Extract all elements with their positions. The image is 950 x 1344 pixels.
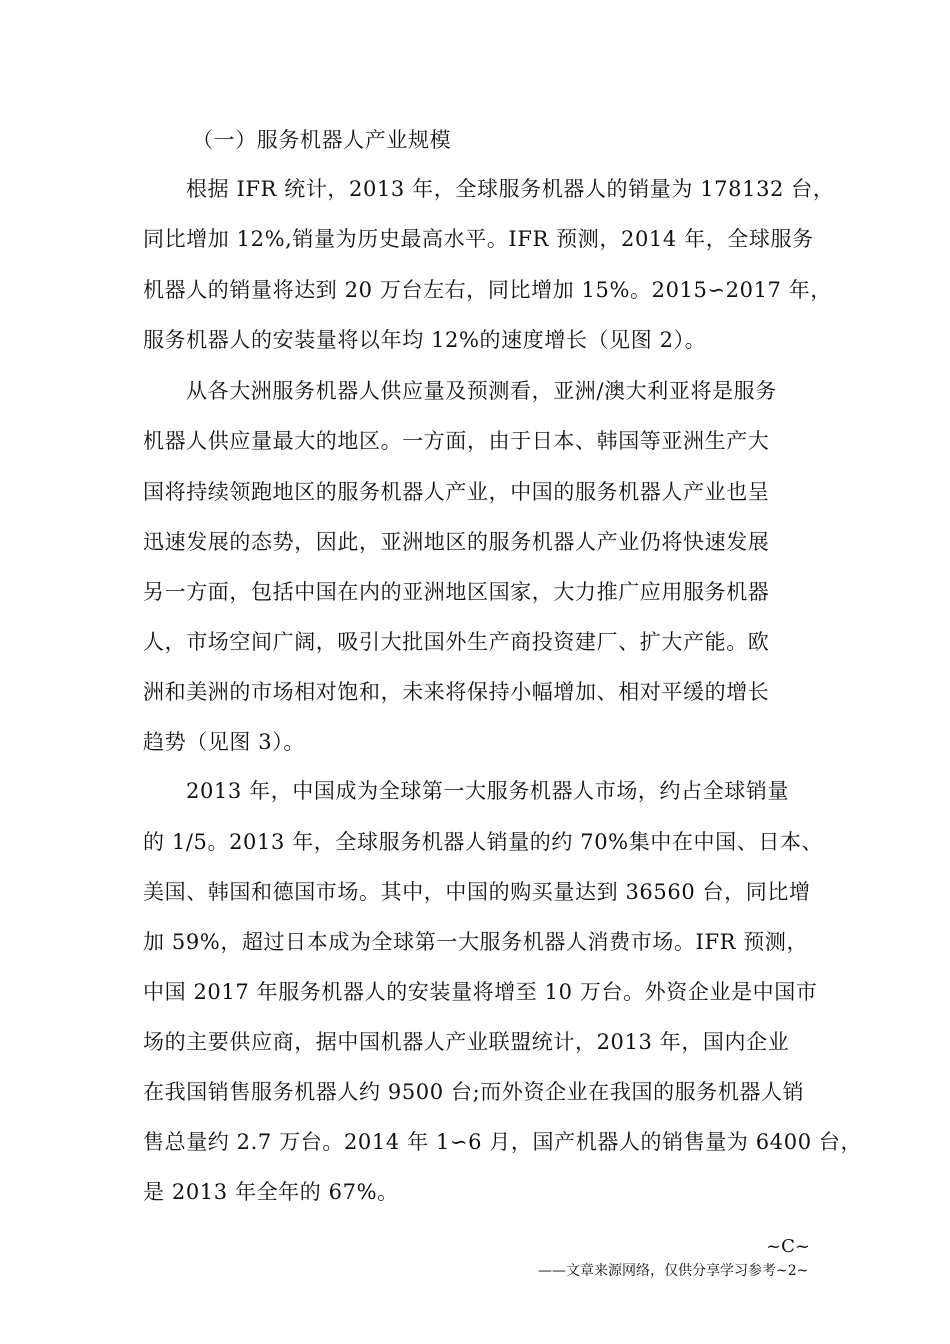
section-heading: （一）服务机器人产业规模	[192, 128, 452, 152]
paragraph-line: 加 59%，超过日本成为全球第一大服务机器人消费市场。IFR 预测，	[143, 930, 809, 954]
paragraph-line: 售总量约 2.7 万台。2014 年 1∽6 月，国产机器人的销售量为 6400 台，	[143, 1130, 863, 1154]
paragraph-line: 洲和美洲的市场相对饱和，未来将保持小幅增加、相对平缓的增长	[143, 680, 770, 704]
paragraph-line: 国将持续领跑地区的服务机器人产业，中国的服务机器人产业也呈	[143, 480, 770, 504]
paragraph-line: 中国 2017 年服务机器人的安装量将增至 10 万台。外资企业是中国市	[143, 980, 818, 1004]
paragraph-line: 同比增加 12%,销量为历史最高水平。IFR 预测，2014 年，全球服务	[143, 227, 814, 251]
paragraph-line: 从各大洲服务机器人供应量及预测看，亚洲/澳大利亚将是服务	[186, 379, 777, 403]
paragraph-line: 在我国销售服务机器人约 9500 台;而外资企业在我国的服务机器人销	[143, 1080, 805, 1104]
paragraph-line: 是 2013 年全年的 67%。	[143, 1180, 399, 1204]
paragraph-line: 机器人供应量最大的地区。一方面，由于日本、韩国等亚洲生产大	[143, 429, 770, 453]
paragraph-line: 另一方面，包括中国在内的亚洲地区国家，大力推广应用服务机器	[143, 580, 770, 604]
paragraph-line: 场的主要供应商，据中国机器人产业联盟统计，2013 年，国内企业	[143, 1030, 790, 1054]
paragraph-line: 机器人的销量将达到 20 万台左右，同比增加 15%。2015∽2017 年，	[143, 278, 832, 302]
paragraph-line: 迅速发展的态势，因此，亚洲地区的服务机器人产业仍将快速发展	[143, 530, 770, 554]
paragraph-line: 2013 年，中国成为全球第一大服务机器人市场，约占全球销量	[186, 779, 790, 803]
paragraph-line: 根据 IFR 统计，2013 年，全球服务机器人的销量为 178132 台，	[186, 177, 835, 201]
paragraph-line: 服务机器人的安装量将以年均 12%的速度增长（见图 2）。	[143, 328, 707, 352]
footer-page-mark: ~C~	[766, 1236, 810, 1257]
paragraph-line: 人，市场空间广阔，吸引大批国外生产商投资建厂、扩大产能。欧	[143, 630, 770, 654]
paragraph-line: 的 1/5。2013 年，全球服务机器人销量的约 70%集中在中国、日本、	[143, 830, 824, 854]
paragraph-line: 趋势（见图 3）。	[143, 730, 305, 754]
footer-source-note: ——文章来源网络，仅供分享学习参考~2~	[538, 1263, 809, 1279]
paragraph-line: 美国、韩国和德国市场。其中，中国的购买量达到 36560 台，同比增	[143, 880, 811, 904]
